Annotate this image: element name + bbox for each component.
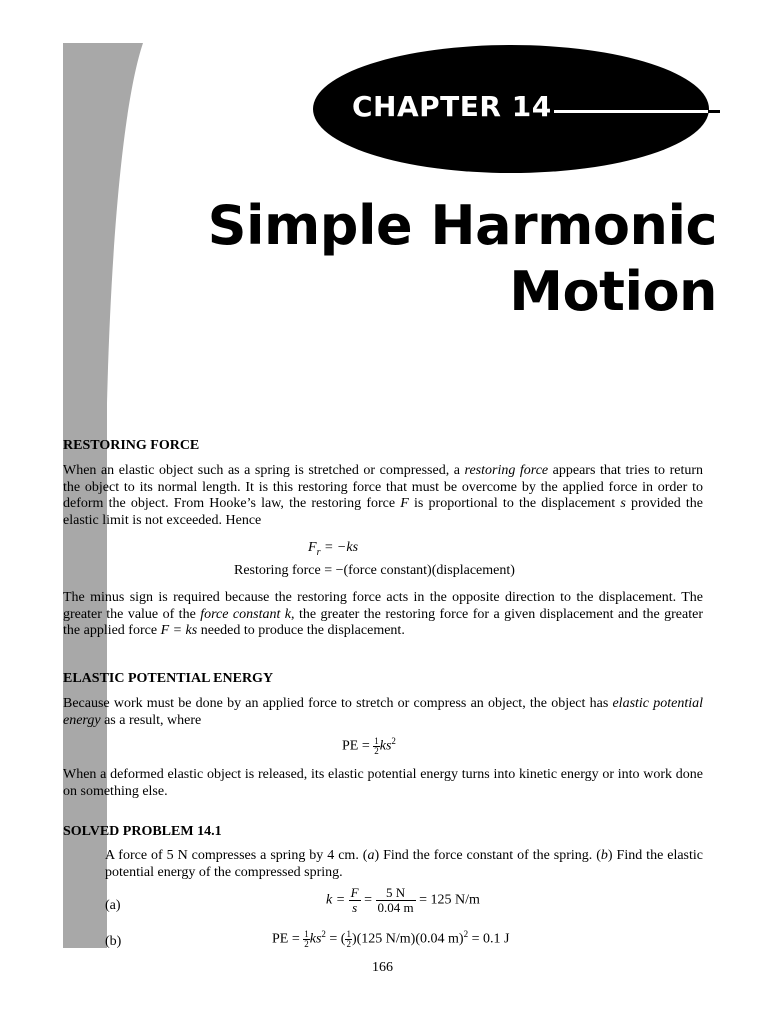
page-number: 166: [372, 960, 393, 975]
chapter-rule-tail: [708, 110, 720, 113]
equation-restoring-words: Restoring force = −(force constant)(displacement): [234, 563, 515, 578]
equation-elastic-pe: PE = $\frac{1}{2}$ $ks^2$: [342, 736, 396, 756]
heading-solved-problem: SOLVED PROBLEM 14.1: [63, 824, 222, 839]
chapter-title: [208, 193, 717, 325]
restoring-paragraph-1: When an elastic object such as a spring is stretched or compressed, a restoring force appears that tries to return the object to its normal length. It is this restoring force that must be overcome by the applied force in order to deform the object. From Hooke’s law, the restoring force F is proportional to the displacement s provided the elastic limit is not exceeded. Hence: [63, 463, 704, 528]
problem-statement: A force of 5 N compresses a spring by 4 cm. (a) Find the force constant of the spring. (b) Find the elastic potential energy of the compressed spring.: [105, 848, 704, 880]
chapter-label: CHAPTER 14: [352, 90, 552, 123]
heading-restoring-force: RESTORING FORCE: [63, 438, 200, 453]
restoring-paragraph-2: The minus sign is required because the restoring force acts in the opposite direction to the displacement. The greater the value of the force constant k, the greater the restoring force for a given displacement and the greater the applied force F = ks needed to produce the displacement.: [63, 590, 704, 638]
title-line-1: Simple Harmonic: [207, 194, 717, 257]
elastic-paragraph-2: When a deformed elastic object is released, its elastic potential energy turns into kinetic energy or into work done on something else.: [63, 767, 703, 799]
answer-b-label: (b): [105, 934, 122, 949]
heading-elastic-potential-energy: ELASTIC POTENTIAL ENERGY: [63, 671, 274, 686]
answer-a-label: (a): [105, 898, 121, 913]
chapter-rule: [554, 110, 719, 113]
elastic-paragraph-1: Because work must be done by an applied force to stretch or compress an object, the object has elastic potential energy as a result, where: [63, 696, 703, 728]
answer-a-equation: k = $\frac{F}{s}$ = $\frac{5 N}{0.04 m}$ = 125 N/m: [326, 885, 480, 915]
answer-b-equation: PE = $\frac{1}{2}$ $ks^2$ = ( $\frac{1}{2}$ )(125 N/m)(0.04 m)$^2$ = 0.1 J: [272, 929, 510, 949]
title-line-2: Motion: [509, 260, 717, 323]
equation-restoring-force: $F_r = -ks$: [308, 540, 359, 558]
